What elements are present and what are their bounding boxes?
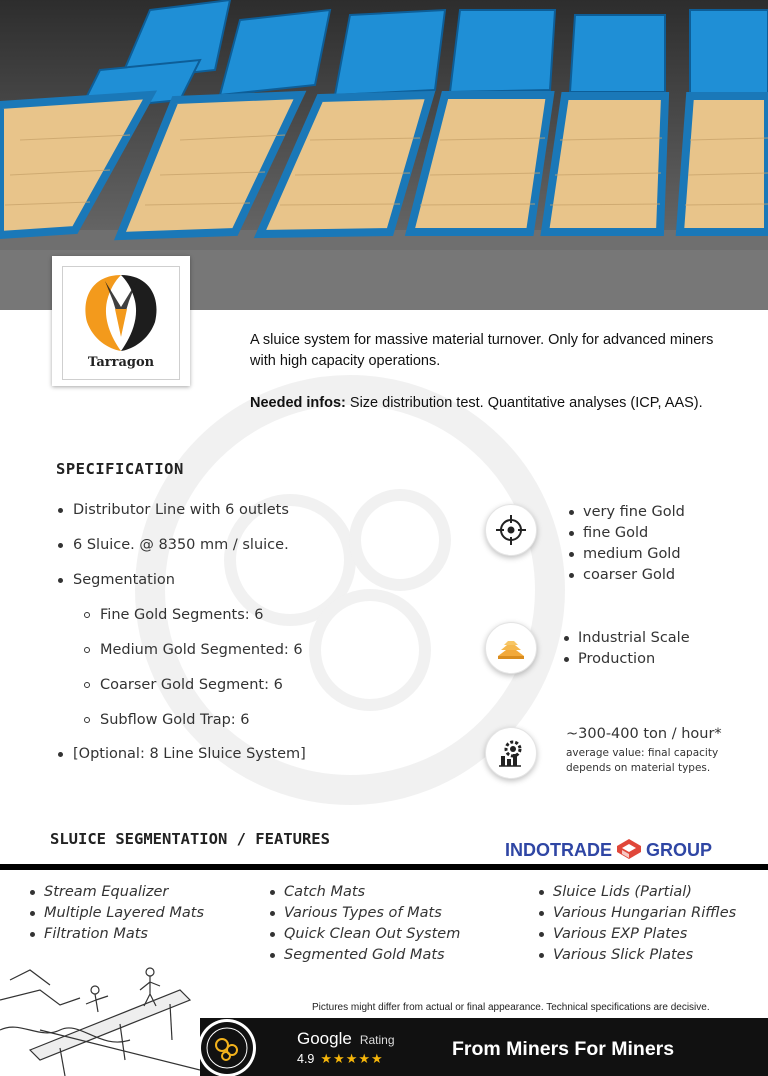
spec-sub-item: Fine Gold Segments: 6 bbox=[84, 607, 264, 623]
spec-item: [Optional: 8 Line Sluice System] bbox=[58, 746, 306, 762]
fox-head-icon bbox=[63, 267, 179, 357]
feature-item: Stream Equalizer bbox=[30, 884, 168, 900]
partner-name-right: GROUP bbox=[646, 840, 713, 860]
tarragon-logo bbox=[62, 266, 180, 380]
capacity-gear-chart-icon bbox=[485, 727, 537, 779]
scale-item: Production bbox=[564, 651, 655, 667]
feature-item: Sluice Lids (Partial) bbox=[539, 884, 692, 900]
feature-item: Various Slick Plates bbox=[539, 947, 693, 963]
feature-item: Various Hungarian Riffles bbox=[539, 905, 736, 921]
spec-item: Segmentation bbox=[58, 572, 175, 588]
miners-sketch-illustration bbox=[0, 960, 200, 1076]
needed-infos-label: Needed infos: bbox=[250, 395, 346, 411]
target-icon bbox=[485, 504, 537, 556]
feature-item: Quick Clean Out System bbox=[270, 926, 460, 942]
partner-name-left: INDOTRADE bbox=[505, 840, 612, 860]
indotrade-mark-icon bbox=[616, 838, 642, 860]
footer-slogan: From Miners For Miners bbox=[452, 1038, 675, 1060]
rating-score-row bbox=[297, 1051, 384, 1067]
gold-type-item: fine Gold bbox=[569, 525, 648, 541]
google-rating-badge[interactable] bbox=[297, 1029, 395, 1066]
spec-item: 6 Sluice. @ 8350 mm / sluice. bbox=[58, 537, 289, 553]
feature-item: Various EXP Plates bbox=[539, 926, 687, 942]
feature-item: Segmented Gold Mats bbox=[270, 947, 445, 963]
rating-score: 4.9 bbox=[297, 1052, 315, 1066]
spec-sub-item: Coarser Gold Segment: 6 bbox=[84, 677, 283, 693]
feature-item: Various Types of Mats bbox=[270, 905, 442, 921]
rating-stars-icon: ★★★★★ bbox=[320, 1051, 384, 1066]
feature-item: Filtration Mats bbox=[30, 926, 148, 942]
tarragon-logo-card bbox=[52, 256, 190, 386]
spec-sub-item: Medium Gold Segmented: 6 bbox=[84, 642, 303, 658]
needed-infos-value: Size distribution test. Quantitative analyses (ICP, AAS). bbox=[345, 395, 703, 411]
intro-description: A sluice system for massive material turnover. Only for advanced miners with high capacity operations. bbox=[250, 332, 714, 369]
needed-infos bbox=[250, 393, 740, 414]
gold-type-item: very fine Gold bbox=[569, 504, 685, 520]
company-logo bbox=[194, 1016, 260, 1076]
intro-text bbox=[250, 330, 740, 435]
scale-item: Industrial Scale bbox=[564, 630, 690, 646]
gold-bars-icon bbox=[485, 622, 537, 674]
segmentation-heading: SLUICE SEGMENTATION / FEATURES bbox=[50, 830, 330, 848]
capacity-note: average value: final capacity depends on material types. bbox=[566, 747, 719, 774]
section-divider bbox=[0, 864, 768, 870]
disclaimer: Pictures might differ from actual or final appearance. Technical specifications are decisive. bbox=[312, 1002, 710, 1013]
feature-item: Multiple Layered Mats bbox=[30, 905, 204, 921]
specification-heading: SPECIFICATION bbox=[56, 460, 184, 478]
logo-wordmark: Tarragon bbox=[87, 355, 155, 370]
rating-label: Rating bbox=[359, 1033, 395, 1047]
google-label: Google bbox=[297, 1029, 352, 1048]
capacity-value: ~300-400 ton / hour* bbox=[566, 726, 722, 742]
spec-sub-item: Subflow Gold Trap: 6 bbox=[84, 712, 250, 728]
gold-type-item: coarser Gold bbox=[569, 567, 675, 583]
feature-item: Catch Mats bbox=[270, 884, 365, 900]
gold-type-item: medium Gold bbox=[569, 546, 681, 562]
indotrade-group-logo bbox=[505, 838, 712, 861]
spec-item: Distributor Line with 6 outlets bbox=[58, 502, 289, 518]
